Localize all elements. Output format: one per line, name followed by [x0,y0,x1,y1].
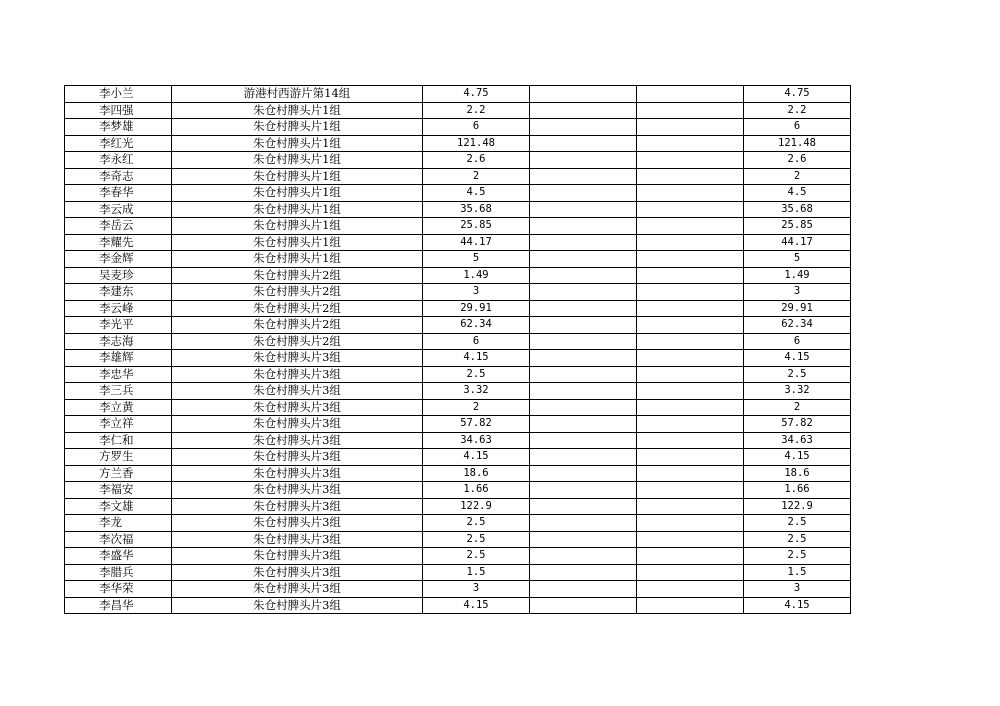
amount-cell: 18.6 [423,465,530,482]
table-row [65,465,851,482]
name-cell: 李仁和 [65,432,172,449]
amount-cell: 6 [423,333,530,350]
empty-cell [530,482,637,499]
amount-cell: 5 [423,251,530,268]
location-cell: 朱仓村脾头片1组 [172,201,423,218]
table-row [65,267,851,284]
name-cell: 李建东 [65,284,172,301]
name-cell: 方罗生 [65,449,172,466]
empty-cell [637,465,744,482]
total-cell: 4.15 [744,350,851,367]
table-row [65,564,851,581]
total-cell: 2.5 [744,366,851,383]
empty-cell [637,350,744,367]
empty-cell [530,383,637,400]
location-cell: 朱仓村脾头片3组 [172,515,423,532]
table-row [65,531,851,548]
total-cell: 2.6 [744,152,851,169]
empty-cell [637,86,744,103]
name-cell: 李奇志 [65,168,172,185]
name-cell: 李云成 [65,201,172,218]
total-cell: 4.15 [744,597,851,614]
name-cell: 李忠华 [65,366,172,383]
empty-cell [530,185,637,202]
table-row [65,515,851,532]
empty-cell [637,482,744,499]
empty-cell [530,399,637,416]
amount-cell: 1.49 [423,267,530,284]
empty-cell [530,432,637,449]
amount-cell: 4.15 [423,597,530,614]
data-table [64,85,851,614]
amount-cell: 2.5 [423,531,530,548]
name-cell: 李春华 [65,185,172,202]
location-cell: 朱仓村脾头片1组 [172,218,423,235]
empty-cell [637,548,744,565]
total-cell: 62.34 [744,317,851,334]
empty-cell [530,350,637,367]
location-cell: 游港村西游片第14组 [172,86,423,103]
name-cell: 李昌华 [65,597,172,614]
amount-cell: 4.5 [423,185,530,202]
location-cell: 朱仓村脾头片3组 [172,449,423,466]
empty-cell [637,152,744,169]
location-cell: 朱仓村脾头片1组 [172,102,423,119]
name-cell: 李立黄 [65,399,172,416]
empty-cell [637,366,744,383]
name-cell: 李耀先 [65,234,172,251]
empty-cell [530,515,637,532]
location-cell: 朱仓村脾头片1组 [172,168,423,185]
empty-cell [637,135,744,152]
amount-cell: 3 [423,284,530,301]
empty-cell [530,234,637,251]
location-cell: 朱仓村脾头片2组 [172,300,423,317]
amount-cell: 29.91 [423,300,530,317]
total-cell: 6 [744,333,851,350]
location-cell: 朱仓村脾头片3组 [172,416,423,433]
empty-cell [530,86,637,103]
amount-cell: 35.68 [423,201,530,218]
empty-cell [637,432,744,449]
location-cell: 朱仓村脾头片2组 [172,333,423,350]
location-cell: 朱仓村脾头片3组 [172,350,423,367]
empty-cell [637,416,744,433]
table-row [65,399,851,416]
location-cell: 朱仓村脾头片1组 [172,234,423,251]
total-cell: 2.5 [744,531,851,548]
empty-cell [530,449,637,466]
empty-cell [530,333,637,350]
location-cell: 朱仓村脾头片2组 [172,317,423,334]
location-cell: 朱仓村脾头片3组 [172,465,423,482]
table-row [65,317,851,334]
name-cell: 李永红 [65,152,172,169]
table-row [65,168,851,185]
empty-cell [637,218,744,235]
location-cell: 朱仓村脾头片1组 [172,152,423,169]
empty-cell [637,597,744,614]
name-cell: 李龙 [65,515,172,532]
name-cell: 李岳云 [65,218,172,235]
table-row [65,201,851,218]
table-row [65,185,851,202]
empty-cell [637,201,744,218]
name-cell: 李金辉 [65,251,172,268]
total-cell: 34.63 [744,432,851,449]
empty-cell [637,251,744,268]
name-cell: 方兰香 [65,465,172,482]
name-cell: 李梦雄 [65,119,172,136]
empty-cell [637,102,744,119]
empty-cell [637,449,744,466]
amount-cell: 34.63 [423,432,530,449]
name-cell: 李志海 [65,333,172,350]
amount-cell: 2.5 [423,515,530,532]
location-cell: 朱仓村脾头片1组 [172,119,423,136]
name-cell: 李三兵 [65,383,172,400]
location-cell: 朱仓村脾头片1组 [172,135,423,152]
table-row [65,284,851,301]
table-row [65,251,851,268]
total-cell: 3 [744,284,851,301]
empty-cell [637,515,744,532]
total-cell: 4.5 [744,185,851,202]
table-row [65,234,851,251]
empty-cell [530,284,637,301]
empty-cell [637,399,744,416]
total-cell: 57.82 [744,416,851,433]
total-cell: 5 [744,251,851,268]
table-row [65,498,851,515]
empty-cell [637,383,744,400]
total-cell: 121.48 [744,135,851,152]
empty-cell [530,366,637,383]
amount-cell: 1.5 [423,564,530,581]
table-row [65,432,851,449]
amount-cell: 62.34 [423,317,530,334]
empty-cell [530,416,637,433]
empty-cell [530,135,637,152]
amount-cell: 25.85 [423,218,530,235]
empty-cell [530,581,637,598]
location-cell: 朱仓村脾头片2组 [172,267,423,284]
amount-cell: 3 [423,581,530,598]
empty-cell [530,597,637,614]
table-row [65,449,851,466]
total-cell: 2.5 [744,548,851,565]
table-row [65,333,851,350]
amount-cell: 2.2 [423,102,530,119]
total-cell: 1.66 [744,482,851,499]
empty-cell [530,300,637,317]
empty-cell [530,548,637,565]
table-row [65,86,851,103]
empty-cell [637,267,744,284]
name-cell: 李华荣 [65,581,172,598]
name-cell: 李光平 [65,317,172,334]
empty-cell [530,201,637,218]
name-cell: 李雄辉 [65,350,172,367]
name-cell: 李立祥 [65,416,172,433]
total-cell: 6 [744,119,851,136]
table-row [65,350,851,367]
amount-cell: 122.9 [423,498,530,515]
table-row [65,218,851,235]
name-cell: 李腊兵 [65,564,172,581]
empty-cell [637,168,744,185]
location-cell: 朱仓村脾头片3组 [172,366,423,383]
empty-cell [530,564,637,581]
total-cell: 4.75 [744,86,851,103]
name-cell: 李福安 [65,482,172,499]
total-cell: 44.17 [744,234,851,251]
table-row [65,416,851,433]
empty-cell [637,564,744,581]
table-row [65,366,851,383]
empty-cell [637,284,744,301]
empty-cell [530,251,637,268]
table-row [65,152,851,169]
empty-cell [530,317,637,334]
empty-cell [637,333,744,350]
location-cell: 朱仓村脾头片3组 [172,498,423,515]
empty-cell [637,300,744,317]
total-cell: 4.15 [744,449,851,466]
empty-cell [530,531,637,548]
name-cell: 李盛华 [65,548,172,565]
total-cell: 3.32 [744,383,851,400]
table-body [65,86,851,614]
location-cell: 朱仓村脾头片3组 [172,482,423,499]
total-cell: 2.5 [744,515,851,532]
empty-cell [530,102,637,119]
total-cell: 3 [744,581,851,598]
total-cell: 1.5 [744,564,851,581]
name-cell: 李红光 [65,135,172,152]
name-cell: 李四强 [65,102,172,119]
table-row [65,135,851,152]
empty-cell [637,119,744,136]
empty-cell [637,317,744,334]
total-cell: 29.91 [744,300,851,317]
name-cell: 李云峰 [65,300,172,317]
total-cell: 18.6 [744,465,851,482]
total-cell: 1.49 [744,267,851,284]
table-row [65,482,851,499]
amount-cell: 121.48 [423,135,530,152]
name-cell: 李文雄 [65,498,172,515]
location-cell: 朱仓村脾头片3组 [172,399,423,416]
amount-cell: 2 [423,168,530,185]
location-cell: 朱仓村脾头片3组 [172,581,423,598]
empty-cell [637,185,744,202]
amount-cell: 44.17 [423,234,530,251]
total-cell: 35.68 [744,201,851,218]
table-row [65,581,851,598]
location-cell: 朱仓村脾头片3组 [172,383,423,400]
name-cell: 李次福 [65,531,172,548]
location-cell: 朱仓村脾头片3组 [172,531,423,548]
amount-cell: 4.75 [423,86,530,103]
location-cell: 朱仓村脾头片3组 [172,548,423,565]
amount-cell: 3.32 [423,383,530,400]
table-row [65,548,851,565]
location-cell: 朱仓村脾头片3组 [172,597,423,614]
empty-cell [637,498,744,515]
empty-cell [530,168,637,185]
total-cell: 122.9 [744,498,851,515]
empty-cell [530,498,637,515]
empty-cell [637,234,744,251]
empty-cell [530,119,637,136]
location-cell: 朱仓村脾头片3组 [172,432,423,449]
amount-cell: 2.5 [423,366,530,383]
name-cell: 吴麦珍 [65,267,172,284]
amount-cell: 4.15 [423,350,530,367]
empty-cell [637,531,744,548]
amount-cell: 4.15 [423,449,530,466]
total-cell: 25.85 [744,218,851,235]
location-cell: 朱仓村脾头片1组 [172,185,423,202]
table-row [65,383,851,400]
empty-cell [530,267,637,284]
table-row [65,119,851,136]
empty-cell [530,218,637,235]
amount-cell: 2.6 [423,152,530,169]
empty-cell [530,152,637,169]
location-cell: 朱仓村脾头片3组 [172,564,423,581]
table-row [65,597,851,614]
table-row [65,102,851,119]
total-cell: 2 [744,168,851,185]
location-cell: 朱仓村脾头片2组 [172,284,423,301]
amount-cell: 2 [423,399,530,416]
empty-cell [530,465,637,482]
amount-cell: 1.66 [423,482,530,499]
amount-cell: 57.82 [423,416,530,433]
table-row [65,300,851,317]
name-cell: 李小兰 [65,86,172,103]
amount-cell: 6 [423,119,530,136]
empty-cell [637,581,744,598]
total-cell: 2 [744,399,851,416]
amount-cell: 2.5 [423,548,530,565]
total-cell: 2.2 [744,102,851,119]
location-cell: 朱仓村脾头片1组 [172,251,423,268]
